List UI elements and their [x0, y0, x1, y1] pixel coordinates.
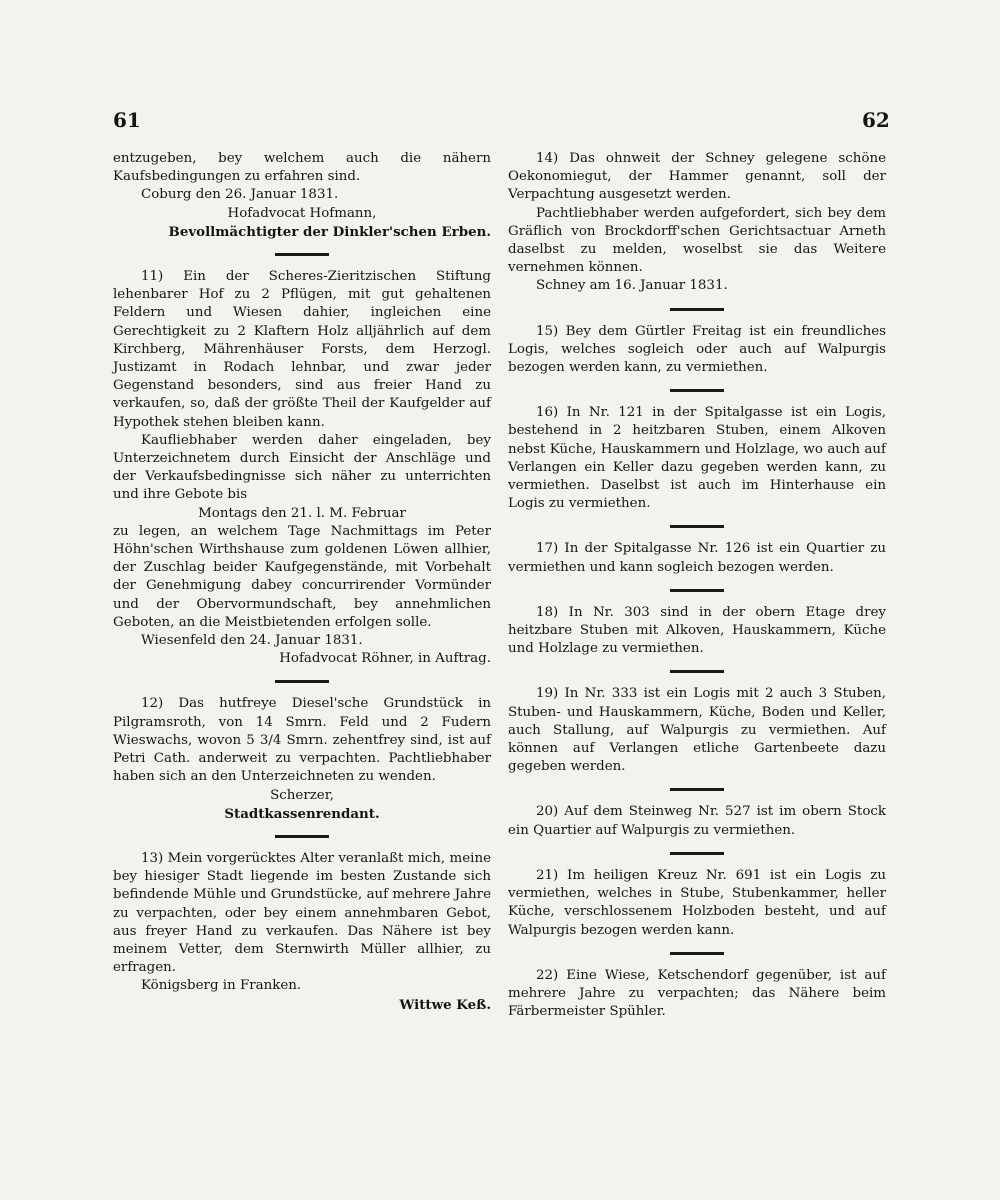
- text-paragraph: Pachtliebhaber werden aufgefordert, sich bey dem Gräflich von Brockdorff'schen Gerichtsactuar Arneth daselbst zu melden, woselbst sie das Weitere vernehmen können.: [508, 205, 886, 276]
- section-divider: [670, 589, 724, 592]
- text-paragraph: Wiesenfeld den 24. Januar 1831.: [141, 633, 363, 649]
- section-divider: [670, 389, 724, 392]
- section-divider: [670, 852, 724, 855]
- text-paragraph: 14) Das ohnweit der Schney gelegene schöne Oekonomiegut, der Hammer genannt, soll der Verpachtung ausgesetzt werden.: [508, 151, 886, 203]
- page-number-right: 62: [862, 108, 890, 132]
- text-paragraph: entzugeben, bey welchem auch die nähern Kaufsbedingungen zu erfahren sind.: [113, 151, 491, 185]
- text-paragraph: 17) In der Spitalgasse Nr. 126 ist ein Quartier zu vermiethen und kann sogleich bezogen werden.: [508, 541, 886, 575]
- text-paragraph: 15) Bey dem Gürtler Freitag ist ein freundliches Logis, welches sogleich oder auch auf Walpurgis bezogen werden kann, zu vermiethen.: [508, 323, 886, 376]
- text-paragraph: 12) Das hutfreye Diesel'sche Grundstück in Pilgramsroth, von 14 Smrn. Feld und 2 Fudern Wieswachs, wovon 5 3/4 Smrn. zehentfrey sind, ist auf Petri Cath. anderweit zu verpachten. Pachtliebhaber haben sich an den Unterzeichneten zu wenden.: [113, 696, 491, 785]
- text-paragraph: Königsberg in Franken.: [141, 978, 302, 994]
- left-column: [113, 150, 491, 1014]
- text-paragraph: Stadtkassenrendant.: [224, 805, 380, 822]
- text-paragraph: Schney am 16. Januar 1831.: [536, 278, 728, 294]
- text-paragraph: 16) In Nr. 121 in der Spitalgasse ist ein Logis, bestehend in 2 heitzbaren Stuben, einem Alkoven nebst Küche, Hauskammern und Holzlage, wo auch auf Verlangen ein Keller dazu gegeben werden kann, zu vermiethen. Daselbst ist auch im Hinterhause ein Logis zu vermiethen.: [508, 405, 886, 512]
- text-paragraph: 19) In Nr. 333 ist ein Logis mit 2 auch 3 Stuben, Stuben- und Hauskammern, Küche, Boden und Keller, auch Stallung, auf Walpurgis zu vermiethen. Auf können auf Verlangen etliche Gartenbeete dazu gegeben werden.: [508, 686, 886, 775]
- text-paragraph: Montags den 21. l. M. Februar: [198, 505, 406, 521]
- section-divider: [670, 952, 724, 955]
- section-divider: [670, 308, 724, 311]
- section-divider: [275, 253, 329, 256]
- text-paragraph: Bevollmächtigter der Dinkler'schen Erben.: [168, 223, 491, 240]
- text-paragraph: 22) Eine Wiese, Ketschendorf gegenüber, ist auf mehrere Jahre zu verpachten; das Nähere beim Färbermeister Spühler.: [508, 967, 886, 1020]
- text-paragraph: Kaufliebhaber werden daher eingeladen, bey Unterzeichnetem durch Einsicht der Anschläge und der Verkaufsbedingnisse sich näher zu unterrichten und ihre Gebote bis: [113, 432, 491, 503]
- page-number-left: 61: [113, 108, 141, 132]
- text-paragraph: 21) Im heiligen Kreuz Nr. 691 ist ein Logis zu vermiethen, welches in Stube, Stubenkammer, heller Küche, verschlossenem Holzboden besteht, und auf Walpurgis bezogen werden kann.: [508, 867, 886, 938]
- section-divider: [275, 680, 329, 683]
- text-paragraph: Hofadvocat Hofmann,: [227, 205, 377, 221]
- section-divider: [670, 525, 724, 528]
- text-paragraph: zu legen, an welchem Tage Nachmittags im Peter Höhn'schen Wirthshause zum goldenen Löwen allhier, der Zuschlag beider Kaufgegenstände, mit Vorbehalt der Genehmigung dabey concurrirender Vormünder und der Obervormundschaft, bey annehmlichen Geboten, an die Meistbietenden erfolgen solle.: [113, 523, 491, 630]
- right-column: [508, 150, 886, 1021]
- section-divider: [670, 670, 724, 673]
- text-paragraph: Hofadvocat Röhner, in Auftrag.: [279, 651, 491, 667]
- text-paragraph: Scherzer,: [270, 787, 334, 803]
- text-paragraph: Coburg den 26. Januar 1831.: [141, 187, 339, 203]
- text-paragraph: Wittwe Keß.: [399, 996, 491, 1013]
- text-paragraph: 18) In Nr. 303 sind in der obern Etage drey heitzbare Stuben mit Alkoven, Hauskammern, Küche und Holzlage zu vermiethen.: [508, 604, 886, 657]
- section-divider: [275, 835, 329, 838]
- section-divider: [670, 788, 724, 791]
- text-paragraph: 11) Ein der Scheres-Zieritzischen Stiftung lehenbarer Hof zu 2 Pflügen, mit gut gehaltenen Feldern und Wiesen dahier, ingleichen eine Gerechtigkeit zu 2 Klaftern Holz alljährlich auf dem Kirchberg, Mährenhäuser Forsts, dem Herzogl. Justizamt in Rodach lehnbar, und zwar jeder Gegenstand besonders, sind aus freier Hand zu verkaufen, so, daß der größte Theil der Kaufgelder auf Hypothek stehen bleiben kann.: [113, 269, 491, 430]
- text-paragraph: 13) Mein vorgerücktes Alter veranlaßt mich, meine bey hiesiger Stadt liegende im besten Zustande sich befindende Mühle und Grundstücke, auf mehrere Jahre zu verpachten, oder bey einem annehmbaren Gebot, aus freyer Hand zu verkaufen. Das Nähere ist bey meinem Vetter, dem Sternwirth Müller allhier, zu erfragen.: [113, 850, 491, 976]
- text-paragraph: 20) Auf dem Steinweg Nr. 527 ist im obern Stock ein Quartier auf Walpurgis zu vermiethen.: [508, 804, 886, 838]
